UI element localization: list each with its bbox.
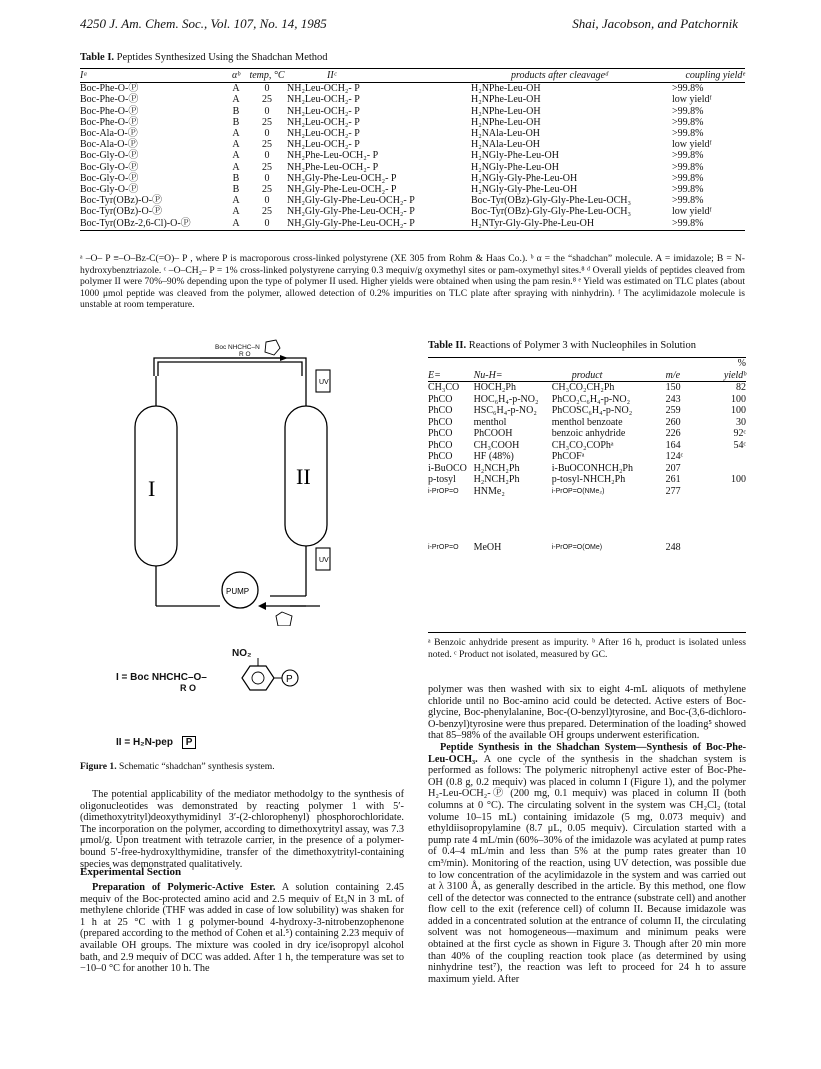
table2-cell: 248 — [665, 541, 681, 553]
table1-cell: H₂NPhe-Leu-OH — [471, 105, 541, 117]
table2-cell: 54ᶜ — [733, 439, 746, 451]
table1-cell: H₂NGly-Phe-Leu-OH — [471, 150, 559, 162]
table2-cell: i-PrOP=O(OMe) — [551, 543, 603, 551]
table1-cell: Boc-Tyr(OBz-2,6-Cl)-O-Ⓟ — [80, 218, 225, 231]
table1-cell: 25 — [262, 206, 272, 218]
table2-cell: PhCO — [428, 405, 453, 416]
table1-cell: NH₂Leu-OCH₂- P — [287, 94, 360, 106]
table2-cell: CH₃CO₂CH₂Ph — [551, 382, 615, 393]
table2-cell: HOC₆H₄-p-NO₂ — [473, 393, 539, 405]
table2-header: Nu-H= — [474, 370, 552, 382]
table1-cell: H₂NPhe-Leu-OH — [471, 83, 541, 95]
table2-cell: i-PrOP=O(NMe₂) — [551, 487, 605, 495]
figure1-caption: Figure 1. Schematic “shadchan” synthesis system. — [80, 761, 275, 772]
running-header-right: Shai, Jacobson, and Patchornik — [572, 16, 738, 31]
table2-cell — [703, 451, 746, 463]
table1-row — [80, 117, 745, 128]
table2-cell: 260 — [665, 416, 681, 428]
polymer-II-definition: II = H₂N-pep P — [116, 736, 196, 749]
table2-cell: menthol benzoate — [551, 416, 623, 428]
table1-cell: H₂NAla-Leu-OH — [471, 128, 541, 140]
table1-cell: 0 — [264, 83, 270, 95]
table2-cell: 277 — [665, 485, 681, 497]
table1-row — [80, 106, 745, 117]
table2-cell: i-PrOP=O — [428, 543, 459, 551]
table1-cell: NH₂Gly-Gly-Phe-Leu-OCH₂- P — [287, 206, 415, 218]
imidazole-ring-icon — [260, 338, 284, 358]
table1-row — [80, 184, 745, 195]
table2-cell: menthol — [473, 416, 507, 428]
table1-cell: NH₂Leu-OCH₂- P — [287, 116, 360, 128]
table1-cell: Boc-Tyr(OBz)-Gly-Gly-Phe-Leu-OCH₃ — [471, 195, 631, 207]
table1-cell: NH₂Phe-Leu-OCH₂- P — [287, 150, 379, 162]
table1-cell: NH₂Phe-Leu-OCH₂- P — [287, 161, 379, 173]
polymer-I-definition: I = Boc NHCHC–O– R O — [116, 672, 207, 693]
table1-row — [80, 128, 745, 139]
table2-cell — [703, 542, 746, 598]
table2-cell: 226 — [665, 428, 681, 439]
table2-cell: p-tosyl-NHCH₂Ph — [551, 474, 626, 485]
table1-cell: Boc-Tyr(OBz)-O-Ⓟ — [80, 195, 163, 207]
table2-cell: CH₃CO₂COPhᵃ — [551, 439, 614, 451]
table2-cell: PhCO₂C₆H₄-p-NO₂ — [551, 393, 631, 405]
table2-row — [428, 405, 746, 417]
table2-cell: i-BuOCONHCH₂Ph — [551, 462, 633, 474]
table2-footnote: ᵃ Benzoic anhydride present as impurity. ᵇ After 16 h, product is isolated unless noted. ᶜ Product not isolated, measured by GC. — [428, 632, 746, 660]
table1-cell: NH₂Leu-OCH₂- P — [287, 105, 360, 117]
table1-cell: H₂NPhe-Leu-OH — [471, 116, 541, 128]
table2-cell: benzoic anhydride — [551, 428, 626, 439]
table1-cell: 0 — [264, 150, 270, 162]
table2-row — [428, 474, 746, 486]
svg-text:P: P — [286, 674, 293, 685]
table1-cell: >99.8% — [672, 184, 704, 196]
table1-footnote: ᵃ –O– P ≡–O–Bz-C(=O)– P , where P is macroporous cross-linked polystyrene (XE 305 from Rohm & Haas Co.). ᵇ α = the “shadchan” molecule. A = imidazole; B = N-hydroxybenztriazole. ᶜ –O–CH₂– P = 1% cross-linked polystyrene carrying 0.3 mequiv/g oxymethyl sites or pam-oxymethyl sites.⁸ ᵈ Overall yields of peptides cleaved from polymer II were 70%–90% depending upon the type of polymer II used. Higher yields were obtained when using the pam resin.⁸ ᵉ Yield was estimated on TLC plates (about 1000 μmol peptide was cleaved from the polymer, allowed detection of 0.2% impurities on TLC plate after spraying with ninhydrin). ᶠ The acylimidazole molecule is unstable at room temperature. — [80, 253, 745, 310]
table1-row — [80, 218, 745, 231]
table1-cell: Boc-Gly-O-Ⓟ — [80, 161, 139, 173]
table1-cell: 0 — [264, 172, 270, 184]
table1-cell: NH₂Gly-Gly-Phe-Leu-OCH₂- P — [287, 195, 415, 207]
table1-cell: Boc-Phe-O-Ⓟ — [80, 116, 139, 128]
table1-cell: Boc-Phe-O-Ⓟ — [80, 94, 139, 106]
table2-cell: CH₃CO — [428, 382, 460, 393]
table2-header: yieldᵇ — [703, 370, 746, 382]
table1-cell: Boc-Tyr(OBz)-Gly-Gly-Phe-Leu-OCH₃ — [471, 206, 631, 218]
table1-cell: >99.8% — [672, 105, 704, 117]
table1-cell: Boc-Gly-O-Ⓟ — [80, 150, 139, 162]
table2: % E= Nu-H= product m/e yieldᵇ CH₃CO HOCH₂Ph CH₃CO₂CH₂Ph 150 82 PhCO HOC₆H₄-p-NO₂ PhCO₂C₆H₄-p-NO₂ 243 100 PhCO HSC₆H₄-p-NO₂ PhCOSC₆H₄-p-NO₂ 259 100 PhCO menthol menthol benzoate 260 30 PhCO PhCOOH benzoic anhydride 226 92ᶜ PhCO CH₃COOH CH₃CO₂COPhᵃ 164 54ᶜ PhCO HF (48%) PhCOFᵃ 124ᶜ i-BuOCO H₂NCH₂Ph i-BuOCONHCH₂Ph 207 p-tosyl H₂NCH₂Ph p-tosyl-NHCH₂Ph 261 100 i-PrOP=O HNMe₂ i-PrOP=O(NMe₂) 277 i-PrOP=O MeOH i-PrOP=O(OMe) 248 — [428, 357, 746, 598]
table1-cell: 25 — [262, 94, 272, 106]
table1-header: coupling yieldᵉ — [664, 69, 745, 83]
figure1-diagram — [120, 336, 420, 626]
table2-row — [428, 417, 746, 429]
uv-label-bottom: UV — [319, 557, 329, 564]
uv-label-top: UV — [319, 379, 329, 386]
section-heading: Experimental Section — [80, 866, 182, 878]
table2-cell: PhCO — [428, 416, 453, 428]
table1-cell: Boc-Gly-O-Ⓟ — [80, 172, 139, 184]
column-II-label: II — [296, 464, 311, 489]
pump-label: PUMP — [226, 587, 250, 596]
table2-cell: i-BuOCO — [428, 462, 467, 474]
table1-cell: H₂NTyr-Gly-Gly-Phe-Leu-OH — [471, 218, 664, 231]
table2-cell: p-tosyl — [428, 474, 456, 485]
body-column-right — [428, 684, 746, 985]
table2-row — [428, 440, 746, 452]
benzene-polymer-icon — [234, 658, 304, 698]
body-paragraph-left-1: The potential applicability of the mediator methodolgy to the synthesis of oligonucleotides was demonstrated by reacting polymer 1 with 5′-(dimethoxytrityl)deoxythymidinyl 3′-(2-chlorophenyl) phosphorochloridate. The incorporation on the polymer, according to dimethoxytrityl assay, was 7.3 μmol/g. Upon treatment with tetrazole carrier, in the presence of a polymer-bound 5′-free-hydroxylthymidine, transfer of the dimethoxytrityl-containing species was demonstrated qualitatively. — [80, 789, 404, 870]
table2-cell: PhCOOH — [473, 428, 513, 439]
table1-cell: >99.8% — [672, 161, 704, 173]
table1-cell: low yieldᶠ — [672, 139, 712, 151]
table2-cell: 243 — [665, 393, 681, 405]
table1-header: IIᶜ — [287, 69, 471, 83]
table1-cell: 0 — [247, 218, 287, 231]
table1-cell: 25 — [262, 161, 272, 173]
table1-cell: A — [232, 128, 240, 140]
imidazole-icon — [276, 612, 292, 626]
table1-cell: B — [232, 105, 240, 117]
nitro-group-label: NO₂ — [232, 648, 252, 659]
table2-cell: 100 — [731, 393, 746, 405]
table2-cell: PhCO — [428, 439, 453, 451]
table2-cell: 150 — [665, 382, 681, 393]
table1-row — [80, 173, 745, 184]
table1-cell: B — [232, 116, 240, 128]
table2-row — [428, 463, 746, 475]
table2-cell: PhCO — [428, 451, 453, 462]
table1-cell: >99.8% — [664, 218, 745, 231]
table1-row — [80, 150, 745, 161]
table2-cell: PhCOFᵃ — [551, 451, 585, 462]
table1-cell: >99.8% — [672, 150, 704, 162]
table1-row — [80, 83, 745, 95]
table2-row — [428, 486, 746, 542]
table2-header: E= — [428, 370, 474, 382]
table2-cell: HSC₆H₄-p-NO₂ — [473, 405, 537, 416]
table1-header: products after cleavageᵈ — [471, 69, 664, 83]
table1-cell: A — [232, 139, 240, 151]
table2-cell: CH₃COOH — [473, 439, 520, 451]
table2-cell — [703, 486, 746, 542]
table2-cell: 82 — [736, 382, 746, 393]
table1-cell: low yieldᶠ — [672, 206, 712, 218]
table1-cell: B — [232, 184, 240, 196]
table2-cell: H₂NCH₂Ph — [473, 474, 520, 485]
table1-cell: Boc-Ala-O-Ⓟ — [80, 128, 138, 140]
table1-cell: A — [232, 94, 240, 106]
table1-header: temp, °C — [247, 69, 287, 83]
table1-cell: Boc-Ala-O-Ⓟ — [80, 139, 138, 151]
running-header-left: 4250 J. Am. Chem. Soc., Vol. 107, No. 14, 1985 — [80, 16, 327, 31]
reagent-acylimidazole: Boc NHCHC–N R O — [215, 344, 260, 358]
table1-cell: >99.8% — [672, 128, 704, 140]
table1-cell: Boc-Tyr(OBz)-O-Ⓟ — [80, 206, 163, 218]
table2-cell: 207 — [665, 462, 681, 474]
table2-row — [428, 451, 746, 463]
table2-header: product — [552, 370, 666, 382]
table1-cell: NH₂Gly-Phe-Leu-OCH₂- P — [287, 184, 397, 196]
table1-cell: >99.8% — [672, 172, 704, 184]
table1-cell: H₂NPhe-Leu-OH — [471, 94, 541, 106]
table1-cell: NH₂Leu-OCH₂- P — [287, 128, 360, 140]
table1-cell: NH₂Leu-OCH₂- P — [287, 83, 360, 95]
table1-cell: 0 — [264, 128, 270, 140]
table2-row — [428, 382, 746, 394]
table1-header: αᵇ — [225, 69, 247, 83]
table1-cell: A — [225, 218, 247, 231]
table2-cell: MeOH — [473, 541, 502, 553]
table2-cell: 124ᶜ — [665, 451, 684, 462]
table1-cell: H₂NGly-Gly-Phe-Leu-OH — [471, 172, 578, 184]
table1 — [80, 68, 745, 231]
table2-cell: 164 — [665, 439, 681, 451]
table2-caption: Table II. Reactions of Polymer 3 with Nucleophiles in Solution — [428, 340, 696, 351]
table1-cell: >99.8% — [672, 195, 704, 207]
table2-header: m/e — [666, 370, 703, 382]
table1-cell: A — [232, 83, 240, 95]
table2-cell: HNMe₂ — [473, 485, 505, 497]
table2-cell: 100 — [731, 474, 746, 485]
table2-cell: HF (48%) — [473, 451, 514, 462]
table1-cell: 25 — [262, 184, 272, 196]
table1-cell: Boc-Gly-O-Ⓟ — [80, 184, 139, 196]
body-paragraph-left-2: Preparation of Polymeric-Active Ester. A solution containing 2.45 mequiv of the Boc-protected amino acid and 2.5 mequiv of Et₃N in 3 mL of methylene chloride (THF was added in case of low solubility) was shaken for 1 h at 25 °C with 1 g polymer-bound 4-hydroxy-3-nitrobenzophenone (prepared according to the method of Cohen et al.⁵) containing 2.23 mequiv of available OH groups. The mixture was cooled in dry ice/isopropyl alcohol bath, and 2.9 mequiv of DCC was added. After 1 h, the temperature was set to −10–0 °C for another 10 h. The — [80, 882, 405, 975]
table1-cell: B — [232, 172, 240, 184]
table1-row — [80, 206, 745, 217]
table1-cell: Boc-Phe-O-Ⓟ — [80, 105, 139, 117]
table1-cell: Boc-Phe-O-Ⓟ — [80, 83, 139, 95]
table2-cell: PhCO — [428, 428, 453, 439]
body-paragraph-right-2: Peptide Synthesis in the Shadchan System—Synthesis of Boc-Phe-Leu-OCH₃. A one cycle of the synthesis in the shadchan system is performed as follows: The polymeric nitrophenyl active ester of Boc-Phe-OH (0.8 g, 0.2 mequiv) was placed in column I (Figure 1), and the polymer H₂-Leu-OCH₂-Ⓟ (200 mg, 0.1 mequiv) was placed in column II (both columns at 0 °C). The circulating solvent in the system was CH₂Cl₂ (total volume 10–15 mL) containing imidazole (5 mg, 0.073 mequiv) and ethyldiisopropylamine (8.7 μL, 0.05 mequiv). Circulation started with a pump rate 4 mL/min (60%–30% of the imidazole was acylated at pump rates of 0.4–4 mL/min and less than 5% at the pump rates greater than 10 cm³/min). Monitoring of the reaction, using UV detection, was possible due to low concentration of the acylimidazole in the system and was carried out at λ 3100 Å, as generally described in the article. By this method, one flow cell of the detector was connected to the entrance (substrate cell) and another flow cell to the exit (reference cell) of column II. Because imidazole was added in a concentrated solution at the entrance of column II, the circulating solvent was not homogeneous—maximum and minimum peaks were obtained at the first cycle as shown in Figure 3. Though after 20 min more than 40% of the coupling reaction took place (as determined by using ninhydrine test⁷), the reaction was left to proceed for 24 h to assure maximum yield. After — [428, 741, 746, 985]
table2-row — [428, 542, 746, 598]
table2-cell: H₂NCH₂Ph — [473, 462, 520, 474]
table1-header: Iᵃ — [80, 69, 225, 83]
table1-cell: A — [232, 206, 240, 218]
table1-cell: A — [232, 150, 240, 162]
table2-cell: 30 — [736, 416, 746, 428]
table2-cell: PhCO — [428, 393, 453, 405]
table1-cell: A — [232, 195, 240, 207]
table1-cell: >99.8% — [672, 83, 704, 95]
table1-cell: 0 — [264, 195, 270, 207]
table1-cell: >99.8% — [672, 116, 704, 128]
table2-cell: 100 — [731, 405, 746, 416]
table1-cell: NH₂Leu-OCH₂- P — [287, 139, 360, 151]
table2-cell: 92ᶜ — [733, 428, 746, 439]
column-I-label: I — [148, 476, 156, 501]
table1-row — [80, 94, 745, 105]
table2-row — [428, 394, 746, 406]
table1-cell: NH₂Gly-Phe-Leu-OCH₂- P — [287, 172, 397, 184]
table2-cell: 261 — [665, 474, 681, 485]
table1-cell: NH₂Gly-Gly-Phe-Leu-OCH₂- P — [287, 218, 471, 231]
table2-row — [428, 428, 746, 440]
table1-cell: A — [232, 161, 240, 173]
table2-cell: HOCH₂Ph — [473, 382, 516, 393]
table2-cell: i-PrOP=O — [428, 487, 459, 495]
table1-cell: H₂NAla-Leu-OH — [471, 139, 541, 151]
table2-cell: 259 — [665, 405, 681, 416]
table1-cell: 25 — [262, 139, 272, 151]
table1-cell: H₂NGly-Phe-Leu-OH — [471, 161, 559, 173]
table1-cell: low yieldᶠ — [672, 94, 712, 106]
table2-cell — [703, 463, 746, 475]
table2-cell: PhCOSC₆H₄-p-NO₂ — [551, 405, 633, 416]
table1-row — [80, 139, 745, 150]
table1-cell: 0 — [264, 105, 270, 117]
table1-cell: H₂NGly-Gly-Phe-Leu-OH — [471, 184, 578, 196]
table1-caption: Table I. Peptides Synthesized Using the Shadchan Method — [80, 52, 328, 63]
table1-cell: 25 — [262, 116, 272, 128]
body-paragraph-right-1: polymer was then washed with six to eight 4-mL aliquots of methylene chloride until no Boc-amino acid could be detected. Active esters of Boc-glycine, Boc-phenylalanine, Boc-(O-benzyl)tyrosine, and Boc-(3,6-dichloro-O-benzyl)tyrosine were thus prepared. Determination of the loading⁵ showed that 85–98% of the available OH groups underwent esterification. — [428, 684, 746, 742]
table1-row — [80, 162, 745, 173]
table1-row — [80, 195, 745, 206]
